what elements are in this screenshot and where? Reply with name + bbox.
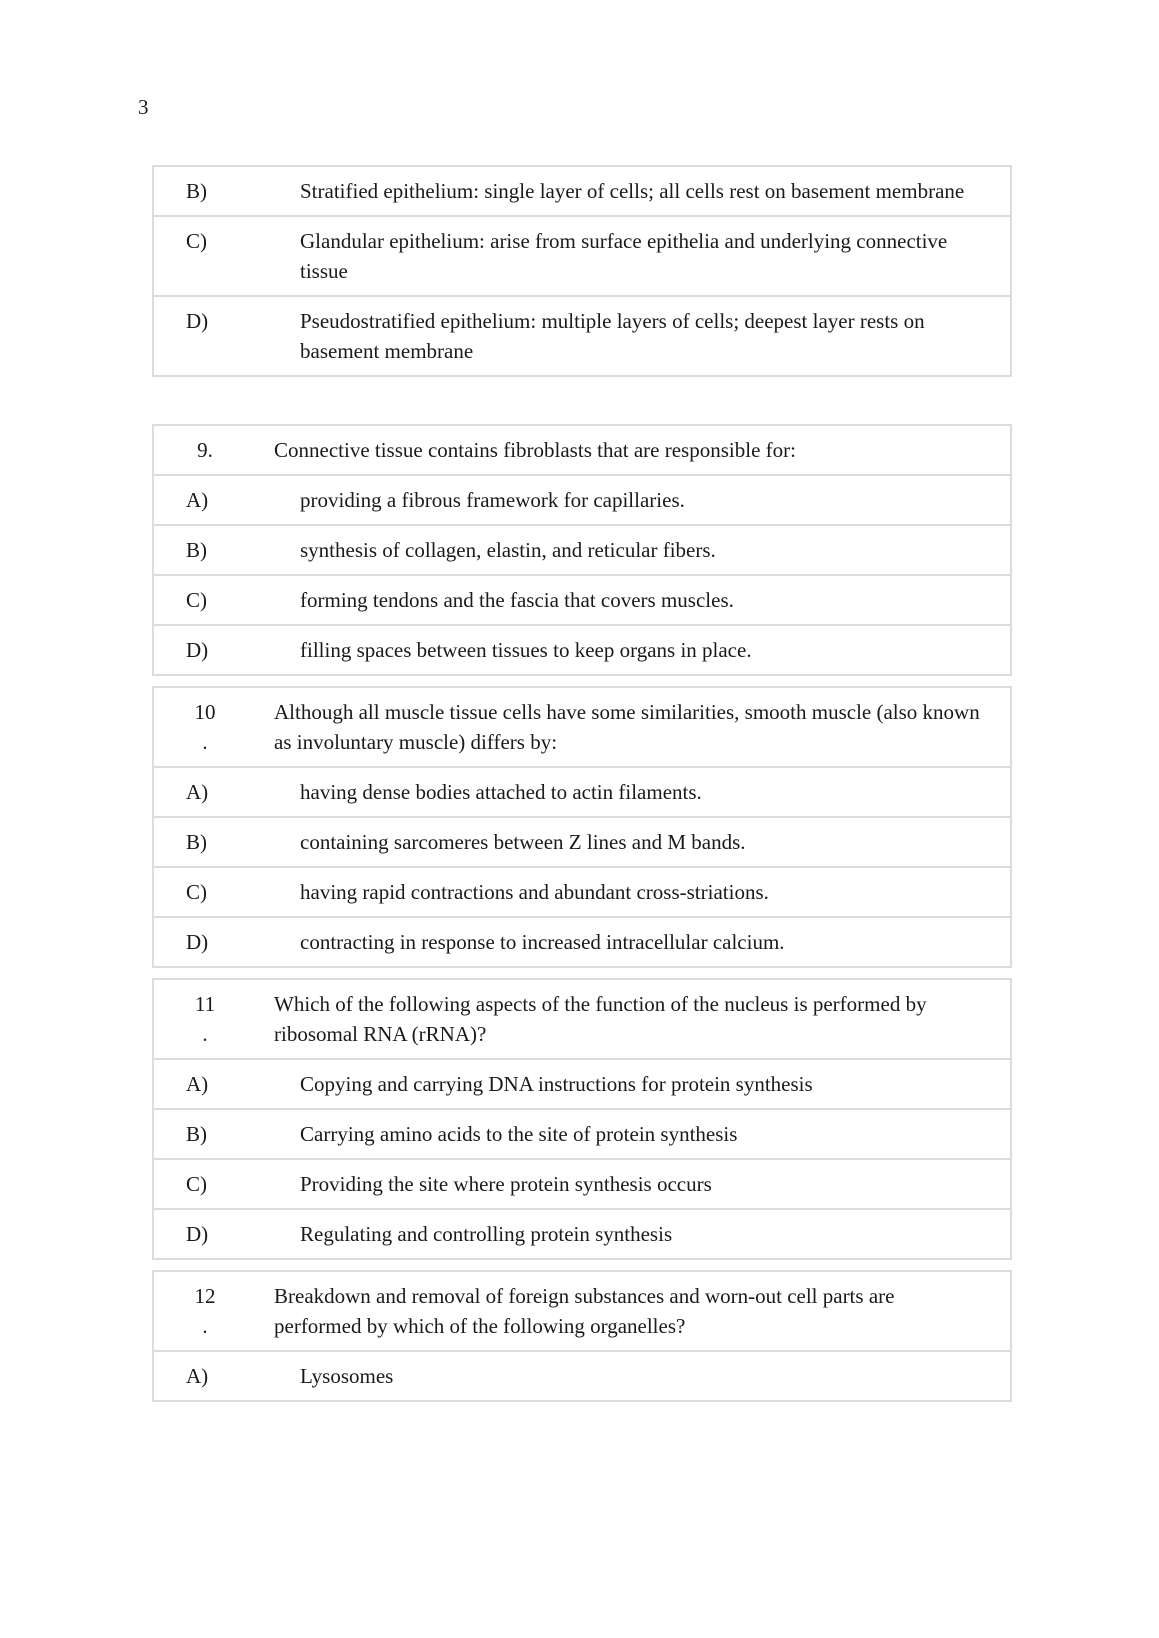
question-text: Although all muscle tissue cells have some similarities, smooth muscle (also known as involuntary muscle) differs by: — [274, 700, 980, 754]
option-label: A) — [186, 1364, 209, 1388]
question-8-options-block — [152, 165, 1012, 377]
question-11-block — [152, 978, 1012, 1260]
answer-option-c[interactable] — [154, 215, 1010, 295]
question-text: Which of the following aspects of the function of the nucleus is performed by ribosomal RNA (rRNA)? — [274, 992, 927, 1046]
answer-option-b[interactable] — [154, 816, 1010, 866]
answer-option-b[interactable] — [154, 1108, 1010, 1158]
option-text: Copying and carrying DNA instructions for protein synthesis — [300, 1072, 813, 1096]
option-text: filling spaces between tissues to keep organs in place. — [300, 638, 752, 662]
answer-option-d[interactable] — [154, 624, 1010, 674]
option-text: Providing the site where protein synthesis occurs — [300, 1172, 712, 1196]
answer-option-a[interactable] — [154, 766, 1010, 816]
question-number: 10 . — [194, 700, 216, 754]
option-text: forming tendons and the fascia that covers muscles. — [300, 588, 734, 612]
option-label: B) — [186, 1122, 207, 1146]
option-text: containing sarcomeres between Z lines and M bands. — [300, 830, 746, 854]
option-label: C) — [186, 1172, 207, 1196]
answer-option-c[interactable] — [154, 1158, 1010, 1208]
option-text: Regulating and controlling protein synthesis — [300, 1222, 673, 1246]
option-text: Stratified epithelium: single layer of cells; all cells rest on basement membrane — [300, 179, 965, 203]
question-number: 11 . — [194, 992, 216, 1046]
question-10-block — [152, 686, 1012, 968]
question-number: 12 . — [194, 1284, 216, 1338]
answer-option-d[interactable] — [154, 295, 1010, 375]
option-label: A) — [186, 1072, 209, 1096]
answer-option-a[interactable] — [154, 1350, 1010, 1400]
answer-option-a[interactable] — [154, 474, 1010, 524]
option-label: D) — [186, 930, 209, 954]
page-number: 3 — [138, 95, 149, 119]
answer-option-c[interactable] — [154, 574, 1010, 624]
option-label: B) — [186, 538, 207, 562]
option-text: Carrying amino acids to the site of protein synthesis — [300, 1122, 738, 1146]
option-text: having dense bodies attached to actin filaments. — [300, 780, 702, 804]
option-label: A) — [186, 780, 209, 804]
option-text: Lysosomes — [300, 1364, 394, 1388]
question-number: 9. — [197, 438, 213, 462]
option-text: Pseudostratified epithelium: multiple layers of cells; deepest layer rests on basement membrane — [300, 309, 925, 363]
option-label: D) — [186, 638, 209, 662]
option-text: having rapid contractions and abundant cross-striations. — [300, 880, 769, 904]
option-text: synthesis of collagen, elastin, and reticular fibers. — [300, 538, 716, 562]
question-text: Breakdown and removal of foreign substances and worn-out cell parts are performed by which of the following organelles? — [274, 1284, 895, 1338]
answer-option-a[interactable] — [154, 1058, 1010, 1108]
answer-option-d[interactable] — [154, 916, 1010, 966]
option-text: Glandular epithelium: arise from surface epithelia and underlying connective tissue — [300, 229, 948, 283]
answer-option-c[interactable] — [154, 866, 1010, 916]
question-text: Connective tissue contains fibroblasts that are responsible for: — [274, 438, 796, 462]
option-label: C) — [186, 588, 207, 612]
answer-option-d[interactable] — [154, 1208, 1010, 1258]
question-row — [154, 688, 1010, 766]
option-label: B) — [186, 179, 207, 203]
question-12-block — [152, 1270, 1012, 1402]
answer-option-b[interactable] — [154, 524, 1010, 574]
option-label: D) — [186, 1222, 209, 1246]
option-label: A) — [186, 488, 209, 512]
answer-option-b[interactable] — [154, 167, 1010, 215]
question-9-block — [152, 424, 1012, 676]
option-label: B) — [186, 830, 207, 854]
option-text: providing a fibrous framework for capillaries. — [300, 488, 685, 512]
option-text: contracting in response to increased intracellular calcium. — [300, 930, 785, 954]
question-row — [154, 426, 1010, 474]
question-row — [154, 980, 1010, 1058]
option-label: D) — [186, 309, 209, 333]
option-label: C) — [186, 880, 207, 904]
option-label: C) — [186, 229, 207, 253]
question-row — [154, 1272, 1010, 1350]
